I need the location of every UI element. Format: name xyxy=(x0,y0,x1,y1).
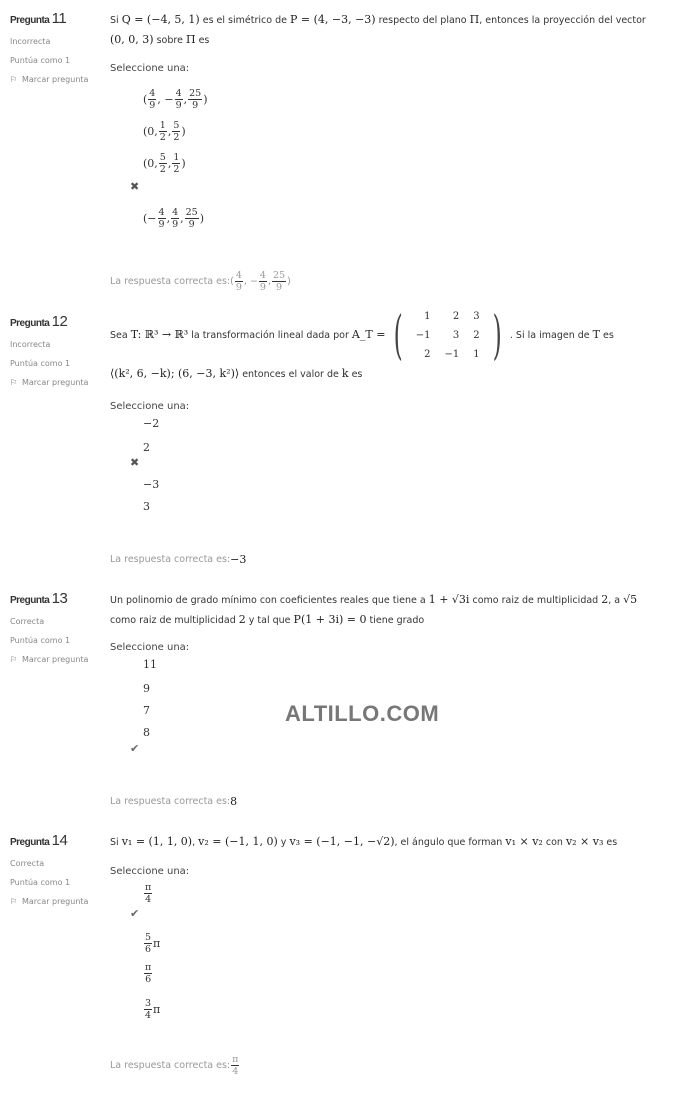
numerator: 3 xyxy=(145,998,152,1009)
text-segment: , xyxy=(192,837,199,848)
right-paren: ) xyxy=(492,305,502,366)
matrix-cell: −1 xyxy=(444,349,460,360)
fraction xyxy=(172,152,180,175)
answer-option[interactable] xyxy=(143,704,150,717)
question-word: Pregunta xyxy=(10,318,52,329)
denominator: 9 xyxy=(276,282,283,293)
question-info xyxy=(10,10,105,84)
fraction xyxy=(231,1054,239,1077)
fraction xyxy=(144,962,152,985)
question-number-value: 13 xyxy=(51,590,68,607)
flag-question-button[interactable] xyxy=(10,378,105,387)
cross-icon: ✖ xyxy=(130,456,140,469)
question-grade: Puntúa como 1 xyxy=(10,878,71,887)
text-segment: , xyxy=(267,276,271,287)
numerator: 25 xyxy=(185,207,198,218)
text-segment: −2 xyxy=(143,417,160,430)
denominator: 9 xyxy=(235,282,242,293)
denominator: 9 xyxy=(158,219,165,230)
numerator: 1 xyxy=(159,120,166,131)
left-paren: ( xyxy=(394,305,404,366)
text-segment: es xyxy=(195,35,210,46)
question-stem xyxy=(110,10,670,50)
question-word: Pregunta xyxy=(10,837,52,848)
answer-option[interactable] xyxy=(143,658,157,671)
text-segment: ( xyxy=(143,93,148,106)
fraction xyxy=(144,932,152,955)
question-grade: Puntúa como 1 xyxy=(10,359,71,368)
denominator: 2 xyxy=(173,132,180,143)
math-expression: v₃ = (−1, −1, −√2) xyxy=(289,835,395,848)
text-segment: tiene grado xyxy=(366,615,425,626)
correct-answer xyxy=(110,1054,240,1077)
text-segment: (0, xyxy=(143,157,158,170)
question-stem xyxy=(110,590,670,630)
question-stem xyxy=(110,307,670,384)
answer-option[interactable] xyxy=(143,726,150,739)
text-segment: Si xyxy=(110,15,122,26)
text-segment: , − xyxy=(157,93,174,106)
denominator: 6 xyxy=(145,944,152,955)
denominator: 4 xyxy=(232,1066,239,1077)
fraction xyxy=(259,270,267,293)
math-expression: Π xyxy=(185,33,196,46)
text-segment: ) xyxy=(203,93,208,106)
answer-option[interactable] xyxy=(143,882,153,905)
math-expression: 8 xyxy=(230,795,238,808)
question-info xyxy=(10,313,105,387)
math-expression: P(1 + 3i) = 0 xyxy=(293,613,367,626)
text-segment: (0, xyxy=(143,125,158,138)
math-expression: −3 xyxy=(230,553,247,566)
flag-icon: ⚐ xyxy=(10,897,18,906)
answer-option[interactable] xyxy=(143,120,186,143)
select-prompt: Seleccione una: xyxy=(110,642,190,653)
numerator: 5 xyxy=(145,932,152,943)
text-segment: es xyxy=(348,369,363,380)
math-expression: ⟨(k², 6, −k); (6, −3, k²)⟩ xyxy=(110,367,240,380)
check-icon: ✔ xyxy=(130,907,140,920)
text-segment: 2 xyxy=(143,441,150,454)
denominator: 9 xyxy=(175,100,182,111)
text-segment: , xyxy=(183,93,188,106)
matrix-cell: 1 xyxy=(424,311,431,322)
text-segment: ) xyxy=(181,157,186,170)
text-segment: , xyxy=(167,125,172,138)
text-segment: 7 xyxy=(143,704,150,717)
numerator: 1 xyxy=(173,152,180,163)
matrix-cell: 3 xyxy=(452,330,460,341)
text-segment: −3 xyxy=(143,478,160,491)
question-content xyxy=(110,832,670,1077)
question-number-value: 11 xyxy=(51,10,67,27)
text-segment: Si xyxy=(110,837,122,848)
fraction xyxy=(272,270,286,293)
math-expression: A_T = xyxy=(351,328,386,341)
text-segment: , xyxy=(167,157,172,170)
fraction xyxy=(171,207,179,230)
fraction xyxy=(185,207,199,230)
question-state: Correcta xyxy=(10,617,45,626)
text-segment: como raiz de multiplicidad xyxy=(469,595,602,606)
matrix-row xyxy=(409,307,487,326)
math-expression: T xyxy=(592,328,600,341)
math-expression: 2 xyxy=(238,613,246,626)
math-expression: Π xyxy=(469,13,480,26)
matrix-cell: −1 xyxy=(415,330,431,341)
math-expression: k xyxy=(341,367,349,380)
numerator: 4 xyxy=(235,270,242,281)
math-expression: T: ℝ³ → ℝ³ xyxy=(130,328,189,341)
question-number-value: 14 xyxy=(51,832,68,849)
correct-answer-prefix: La respuesta correcta es: xyxy=(110,1060,231,1071)
numerator: 25 xyxy=(272,270,286,281)
text-segment: la transformación lineal dada por xyxy=(188,330,352,341)
answer-option[interactable] xyxy=(143,478,159,491)
text-segment: π xyxy=(153,1003,161,1016)
flag-question-button[interactable] xyxy=(10,655,105,664)
answer-option[interactable] xyxy=(143,152,186,175)
fraction xyxy=(159,120,167,143)
question-word: Pregunta xyxy=(10,595,52,606)
math-expression: v₁ × v₂ xyxy=(505,835,543,848)
matrix-cell: 1 xyxy=(473,349,480,360)
denominator: 9 xyxy=(192,100,199,111)
correct-answer xyxy=(110,795,237,808)
fraction xyxy=(159,152,167,175)
question-info xyxy=(10,832,105,906)
numerator: 4 xyxy=(149,88,156,99)
denominator: 2 xyxy=(159,164,166,175)
matrix xyxy=(388,307,506,364)
denominator: 6 xyxy=(145,974,152,985)
flag-label: Marcar pregunta xyxy=(22,655,89,664)
numerator: 4 xyxy=(259,270,266,281)
question-number-value: 12 xyxy=(51,313,68,330)
matrix-table xyxy=(409,307,487,364)
fraction xyxy=(175,88,183,111)
text-segment: ) xyxy=(199,212,204,225)
fraction xyxy=(172,120,180,143)
question-number xyxy=(10,590,105,607)
question-number xyxy=(10,313,105,330)
numerator: 5 xyxy=(159,152,166,163)
answer-option[interactable] xyxy=(143,962,153,985)
matrix-cell: 2 xyxy=(473,330,480,341)
matrix-row xyxy=(409,326,487,345)
numerator: 25 xyxy=(189,88,202,99)
matrix-cell: 2 xyxy=(452,311,460,322)
fraction xyxy=(235,270,243,293)
math-expression: Q = (−4, 5, 1) xyxy=(121,13,200,26)
flag-label: Marcar pregunta xyxy=(22,897,89,906)
answer-option[interactable] xyxy=(143,88,208,111)
question-number xyxy=(10,832,105,849)
question-state: Incorrecta xyxy=(10,37,51,46)
check-icon: ✔ xyxy=(130,742,140,755)
numerator: π xyxy=(232,1054,239,1065)
text-segment: Un polinomio de grado mínimo con coeficientes reales que tiene a xyxy=(110,595,429,606)
answer-option[interactable] xyxy=(143,441,150,454)
question-state: Correcta xyxy=(10,859,45,868)
text-segment: ( xyxy=(230,276,234,287)
text-segment: 11 xyxy=(143,658,157,671)
math-expression: v₂ = (−1, 1, 0) xyxy=(198,835,278,848)
correct-answer xyxy=(110,553,246,566)
answer-option[interactable] xyxy=(143,500,150,513)
select-prompt: Seleccione una: xyxy=(110,401,190,412)
text-segment: entonces el valor de xyxy=(239,369,342,380)
flag-label: Marcar pregunta xyxy=(22,75,89,84)
correct-answer-prefix: La respuesta correcta es: xyxy=(110,796,231,807)
text-segment: y tal que xyxy=(245,615,294,626)
text-segment: , − xyxy=(243,276,258,287)
math-expression: (0, 0, 3) xyxy=(110,33,154,46)
matrix-cell: 2 xyxy=(424,349,431,360)
math-expression: v₁ = (1, 1, 0) xyxy=(121,835,193,848)
math-expression: 1 + √3i xyxy=(428,593,470,606)
answer-option[interactable] xyxy=(143,932,160,955)
fraction xyxy=(144,882,152,905)
question-content xyxy=(110,305,670,566)
fraction xyxy=(188,88,202,111)
math-expression: √5 xyxy=(623,593,638,606)
select-prompt: Seleccione una: xyxy=(110,866,190,877)
question-number xyxy=(10,10,105,27)
text-segment: ) xyxy=(287,276,291,287)
flag-question-button[interactable] xyxy=(10,897,105,906)
matrix-row xyxy=(409,345,487,364)
fraction xyxy=(158,207,166,230)
select-prompt: Seleccione una: xyxy=(110,63,190,74)
denominator: 2 xyxy=(159,132,166,143)
flag-icon: ⚐ xyxy=(10,378,18,387)
correct-answer-prefix: La respuesta correcta es: xyxy=(110,554,231,565)
fraction xyxy=(144,998,152,1021)
numerator: 4 xyxy=(172,207,179,218)
question-content xyxy=(110,10,670,293)
question-grade: Puntúa como 1 xyxy=(10,636,71,645)
numerator: π xyxy=(145,882,152,893)
text-segment: π xyxy=(153,937,161,950)
answer-option[interactable] xyxy=(143,682,150,695)
text-segment: , xyxy=(180,212,184,225)
text-segment: ) xyxy=(181,125,186,138)
text-segment: y xyxy=(277,837,290,848)
denominator: 9 xyxy=(259,282,266,293)
text-segment: es el simétrico de xyxy=(199,15,290,26)
numerator: 4 xyxy=(158,207,165,218)
text-segment: es xyxy=(603,837,618,848)
answer-option[interactable] xyxy=(143,207,204,230)
denominator: 4 xyxy=(145,1010,152,1021)
denominator: 9 xyxy=(188,219,195,230)
numerator: 5 xyxy=(173,120,180,131)
question-word: Pregunta xyxy=(10,15,52,26)
question-grade: Puntúa como 1 xyxy=(10,56,71,65)
denominator: 9 xyxy=(172,219,179,230)
text-segment: , el ángulo que forman xyxy=(394,837,506,848)
fraction xyxy=(148,88,156,111)
numerator: π xyxy=(145,962,152,973)
denominator: 9 xyxy=(149,100,156,111)
denominator: 2 xyxy=(173,164,180,175)
question-info xyxy=(10,590,105,664)
matrix-cell: 3 xyxy=(473,311,480,322)
question-stem xyxy=(110,832,670,852)
text-segment: con xyxy=(542,837,566,848)
text-segment: , a xyxy=(608,595,624,606)
text-segment: 9 xyxy=(143,682,150,695)
text-segment: , xyxy=(166,212,171,225)
question-state: Incorrecta xyxy=(10,340,51,349)
flag-label: Marcar pregunta xyxy=(22,378,89,387)
correct-answer xyxy=(110,270,291,293)
answer-option[interactable] xyxy=(143,998,160,1021)
flag-question-button[interactable] xyxy=(10,75,105,84)
text-segment: respecto del plano xyxy=(375,15,470,26)
text-segment: 8 xyxy=(143,726,150,739)
text-segment: , entonces la proyección del vector xyxy=(479,15,646,26)
answer-option[interactable] xyxy=(143,417,159,430)
text-segment: Sea xyxy=(110,330,131,341)
math-expression: P = (4, −3, −3) xyxy=(289,13,376,26)
text-segment: (− xyxy=(143,212,157,225)
numerator: 4 xyxy=(175,88,182,99)
text-segment: . Si la imagen de xyxy=(509,330,593,341)
text-segment: 3 xyxy=(143,500,150,513)
correct-answer-prefix: La respuesta correcta es: xyxy=(110,276,231,287)
watermark: ALTILLO.COM xyxy=(285,701,440,726)
denominator: 4 xyxy=(145,894,152,905)
text-segment: es xyxy=(599,330,614,341)
cross-icon: ✖ xyxy=(130,180,140,193)
flag-icon: ⚐ xyxy=(10,655,18,664)
flag-icon: ⚐ xyxy=(10,75,18,84)
math-expression: 2 xyxy=(601,593,609,606)
text-segment: sobre xyxy=(153,35,186,46)
math-expression: v₂ × v₃ xyxy=(565,835,604,848)
text-segment: como raiz de multiplicidad xyxy=(110,615,239,626)
